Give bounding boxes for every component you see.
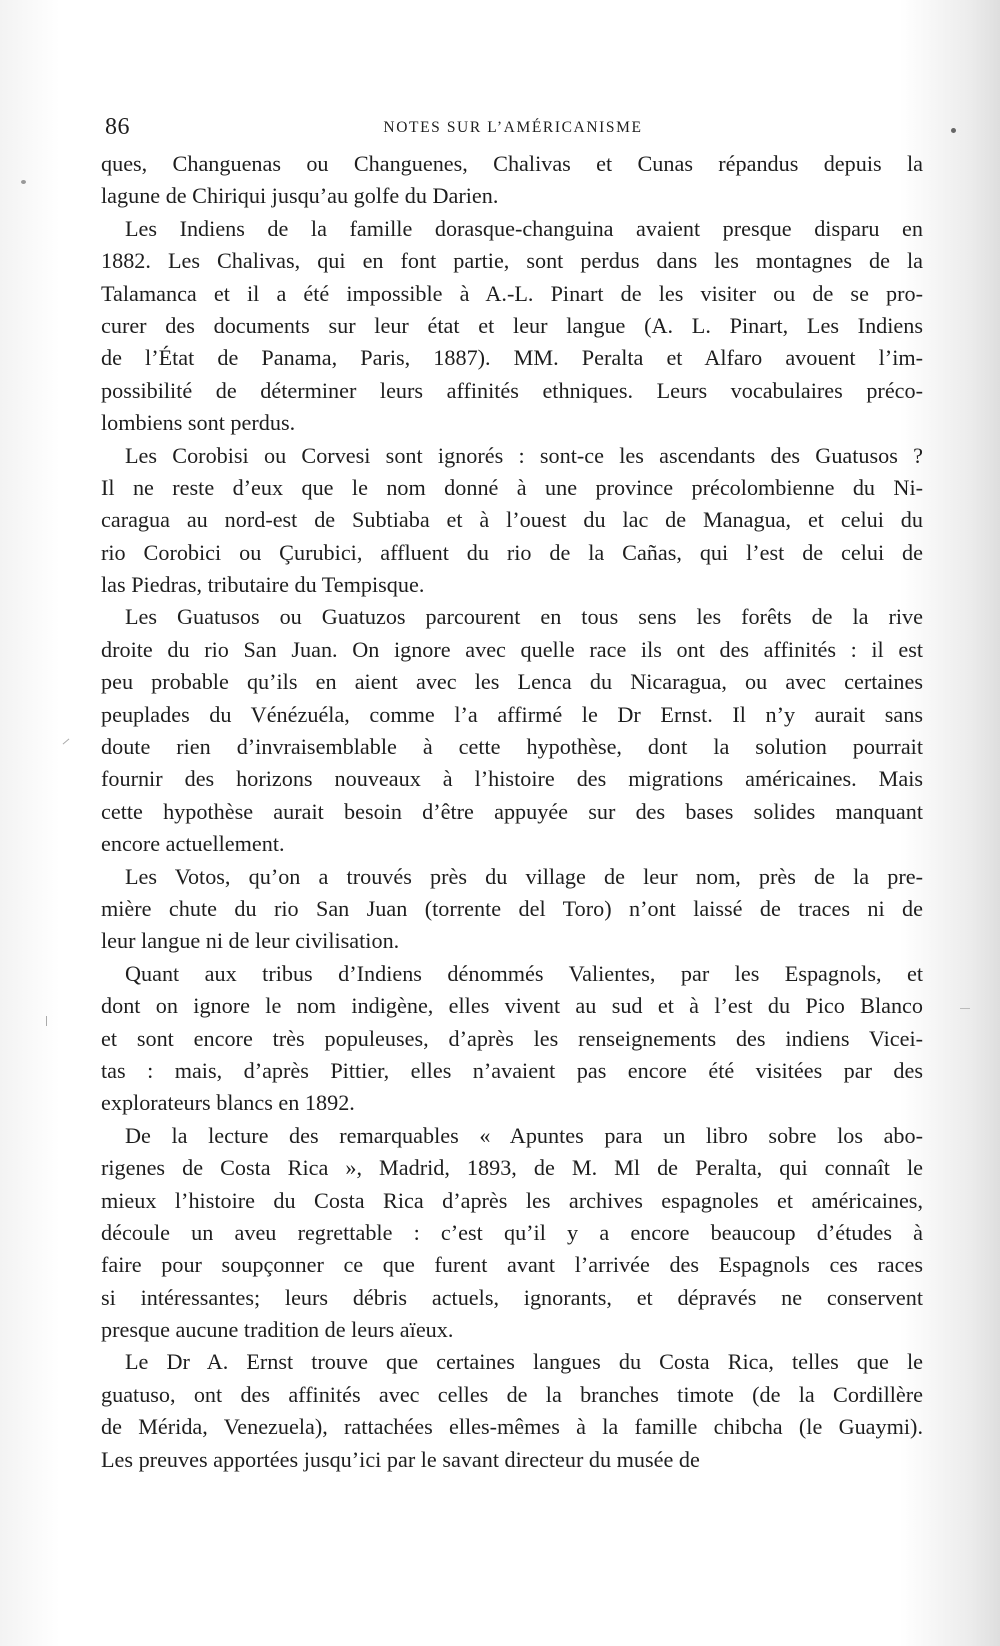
text-line: De la lecture des remarquables « Apuntes para un libro sobre los abo- (125, 1122, 923, 1148)
text-line: découle un aveu regrettable : c’est qu’il y a encore beaucoup d’études à (101, 1219, 923, 1245)
paragraph (101, 958, 923, 1120)
scan-speck (960, 1008, 970, 1009)
text-line: de Mérida, Venezuela), rattachées elles-mêmes à la famille chibcha (le Guaymi). (101, 1414, 923, 1440)
scan-speck (46, 1016, 47, 1026)
running-title: NOTES SUR L’AMÉRICANISME (383, 119, 643, 136)
scan-speck (21, 180, 26, 184)
text-line: rigenes de Costa Rica », Madrid, 1893, de M. Ml de Peralta, qui connaît le (101, 1155, 923, 1181)
text-line: dont on ignore le nom indigène, elles vivent au sud et à l’est du Pico Blanco (101, 993, 923, 1019)
text-line: peu probable qu’ils en aient avec les Lenca du Nicaragua, ou avec certaines (101, 669, 923, 695)
text-line: Les Corobisi ou Corvesi sont ignorés : sont-ce les ascendants des Guatusos ? (125, 442, 923, 468)
text-line: Les Votos, qu’on a trouvés près du village de leur nom, près de la pre- (125, 863, 923, 889)
text-line: Les preuves apportées jusqu’ici par le savant directeur du musée de (101, 1446, 700, 1472)
text-line: presque aucune tradition de leurs aïeux. (101, 1317, 454, 1343)
paragraph (101, 1120, 923, 1347)
scan-speck (63, 739, 70, 745)
text-line: doute rien d’invraisemblable à cette hypothèse, dont la solution pourrait (101, 734, 923, 760)
text-line: fournir des horizons nouveaux à l’histoire des migrations américaines. Mais (101, 766, 923, 792)
text-line: rio Corobici ou Çurubici, affluent du rio de la Cañas, qui l’est de celui de (101, 539, 923, 565)
text-line: de l’État de Panama, Paris, 1887). MM. Peralta et Alfaro avouent l’im- (101, 345, 923, 371)
text-line: cette hypothèse aurait besoin d’être appuyée sur des bases solides manquant (101, 798, 923, 824)
text-line: guatuso, ont des affinités avec celles de la branches timote (de la Cordillère (101, 1381, 923, 1407)
text-line: 1882. Les Chalivas, qui en font partie, sont perdus dans les montagnes de la (101, 248, 923, 274)
page-number: 86 (105, 114, 130, 140)
paragraph (101, 1346, 923, 1476)
text-line: et sont encore très populeuses, d’après les renseignements des indiens Vicei- (101, 1025, 923, 1051)
text-line: peuplades du Vénézuéla, comme l’a affirmé le Dr Ernst. Il n’y aurait sans (101, 701, 923, 727)
text-line: explorateurs blancs en 1892. (101, 1090, 355, 1116)
text-line: Talamanca et il a été impossible à A.-L. Pinart de les visiter ou de se pro- (101, 280, 923, 306)
paragraph (101, 861, 923, 958)
text-line: curer des documents sur leur état et leur langue (A. L. Pinart, Les Indiens (101, 312, 923, 338)
text-line: droite du rio San Juan. On ignore avec quelle race ils ont des affinités : il est (101, 636, 923, 662)
paragraph (101, 601, 923, 860)
text-line: faire pour soupçonner ce que furent avant l’arrivée des Espagnols ces races (101, 1252, 923, 1278)
text-line: mière chute du rio San Juan (torrente del Toro) n’ont laissé de traces ni de (101, 895, 923, 921)
page-body (101, 148, 923, 1476)
text-line: Les Guatusos ou Guatuzos parcourent en tous sens les forêts de la rive (125, 604, 923, 630)
text-line: si intéressantes; leurs débris actuels, ignorants, et dépravés ne conservent (101, 1284, 923, 1310)
text-line: Les Indiens de la famille dorasque-changuina avaient presque disparu en (125, 215, 923, 241)
paragraph (101, 213, 923, 440)
text-line: mieux l’histoire du Costa Rica d’après les archives espagnoles et américaines, (101, 1187, 923, 1213)
text-line: lombiens sont perdus. (101, 410, 296, 436)
text-line: las Piedras, tributaire du Tempisque. (101, 572, 425, 598)
text-line: Quant aux tribus d’Indiens dénommés Valientes, par les Espagnols, et (125, 960, 923, 986)
paragraph (101, 148, 923, 213)
scan-speck (951, 128, 956, 133)
text-line: caragua au nord-est de Subtiaba et à l’ouest du lac de Managua, et celui du (101, 507, 923, 533)
text-line: Le Dr A. Ernst trouve que certaines langues du Costa Rica, telles que le (125, 1349, 923, 1375)
text-line: Il ne reste d’eux que le nom donné à une province précolombienne du Ni- (101, 474, 923, 500)
text-line: leur langue ni de leur civilisation. (101, 928, 400, 954)
paragraph (101, 440, 923, 602)
text-line: encore actuellement. (101, 831, 285, 857)
text-line: tas : mais, d’après Pittier, elles n’avaient pas encore été visitées par des (101, 1057, 923, 1083)
text-line: possibilité de déterminer leurs affinités ethniques. Leurs vocabulaires préco- (101, 377, 923, 403)
page-header (101, 114, 925, 144)
text-line: ques, Changuenas ou Changuenes, Chalivas et Cunas répandus depuis la (101, 151, 923, 176)
text-line: lagune de Chiriqui jusqu’au golfe du Darien. (101, 183, 499, 209)
